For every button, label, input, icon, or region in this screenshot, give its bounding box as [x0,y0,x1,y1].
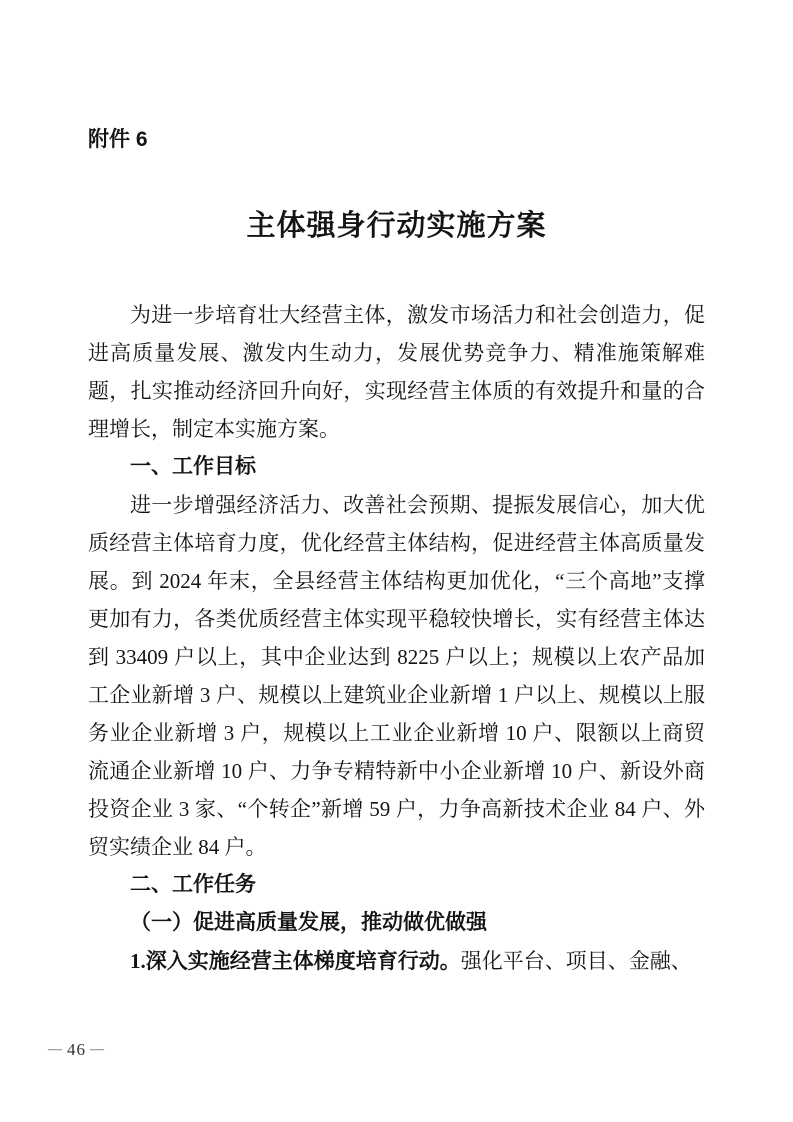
section-1-heading: 一、工作目标 [130,455,256,478]
page-number: 46 [67,1040,86,1059]
document-title: 主体强身行动实施方案 [246,210,547,242]
page-number-dash-left: — [48,1042,63,1057]
task-1-lead: 1.深入实施经营主体梯度培育行动。 [130,949,461,973]
page-footer [44,1040,109,1060]
intro-paragraph: 为进一步培育壮大经营主体，激发市场活力和社会创造力，促进高质量发展、激发内生动力，发展优势竞争力、精准施策解难题，扎实推动经济回升向好，实现经营主体质的有效提升和量的合理增长，制定本实施方案。 [88,303,705,441]
task-1-paragraph [88,942,705,980]
page-number-dash-right: — [90,1042,105,1057]
document-body [88,296,705,980]
subsection-1-heading: （一）促进高质量发展，推动做优做强 [130,911,487,934]
task-1-text: 强化平台、项目、金融、 [460,949,692,973]
section-2-heading: 二、工作任务 [130,873,256,896]
section-1-paragraph: 进一步增强经济活力、改善社会预期、提振发展信心，加大优质经营主体培育力度，优化经营主体结构，促进经营主体高质量发展。到 2024 年末，全县经营主体结构更加优化，“三个高地”支撑更加有力，各类优质经营主体实现平稳较快增长，实有经营主体达到 33409 户以上，其中企业达到 8225 户以上；规模以上农产品加工企业新增 3 户、规模以上建筑业企业新增 1 户以上、规模以上服务业企业新增 3 户，规模以上工业企业新增 10 户、限额以上商贸流通企业新增 10 户、力争专精特新中小企业新增 10 户、新设外商投资企业 3 家、“个转企”新增 59 户，力争高新技术企业 84 户、外贸实绩企业 84 户。 [88,493,705,859]
attachment-label: 附件 6 [88,128,148,151]
